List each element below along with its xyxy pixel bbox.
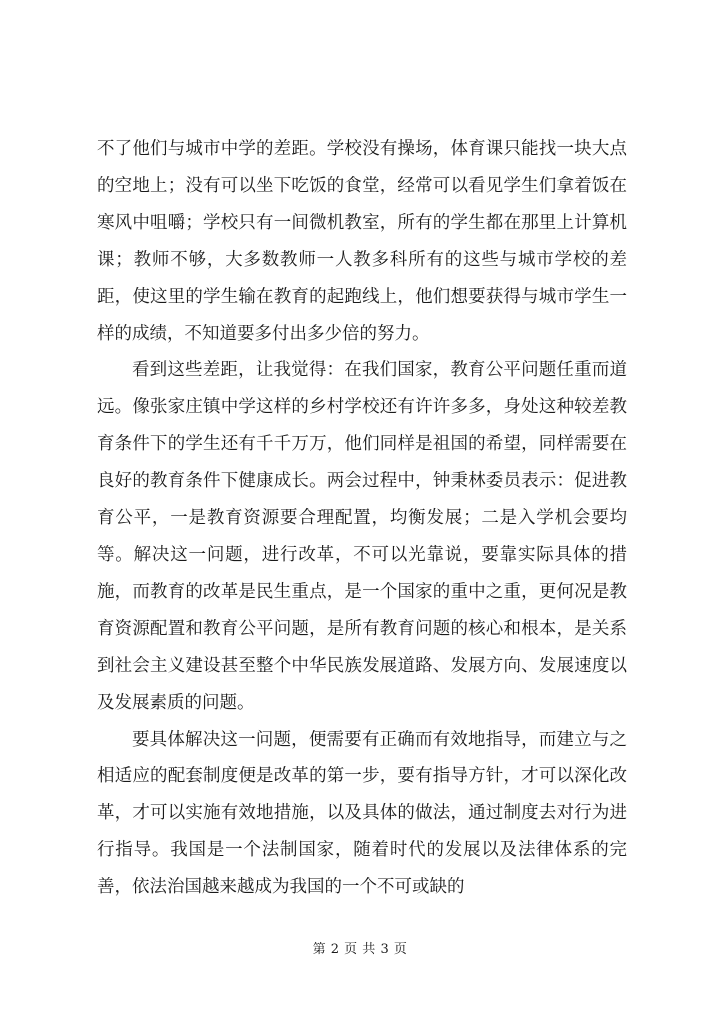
paragraph-3: 要具体解决这一问题，便需要有正确而有效地指导，而建立与之相适应的配套制度便是改革的第一步，要有指导方针，才可以深化改革，才可以实施有效地措施，以及具体的做法，通过制度去对行为进行指导。我国是一个法制国家，随着时代的发展以及法律体系的完善，依法治国越来越成为我国的一个不可或缺的 xyxy=(97,729,627,898)
page-number-label: 第 2 页 共 3 页 xyxy=(312,942,408,957)
paragraph-2: 看到这些差距，让我觉得：在我们国家，教育公平问题任重而道远。像张家庄镇中学这样的乡村学校还有许许多多，身处这种较差教育条件下的学生还有千千万万，他们同样是祖国的希望，同样需要在良好的教育条件下健康成长。两会过程中，钟秉林委员表示：促进教育公平，一是教育资源要合理配置，均衡发展；二是入学机会要均等。解决这一问题，进行改革，不可以光靠说，要靠实际具体的措施，而教育的改革是民生重点，是一个国家的重中之重，更何况是教育资源配置和教育公平问题，是所有教育问题的核心和根本，是关系到社会主义建设甚至整个中华民族发展道路、发展方向、发展速度以及发展素质的问题。 xyxy=(97,360,627,713)
page-footer xyxy=(0,938,720,957)
paragraph-1: 不了他们与城市中学的差距。学校没有操场，体育课只能找一块大点的空地上；没有可以坐下吃饭的食堂，经常可以看见学生们拿着饭在寒风中咀嚼；学校只有一间微机教室，所有的学生都在那里上计算机课；教师不够，大多数教师一人教多科所有的这些与城市学校的差距，使这里的学生输在教育的起跑线上，他们想要获得与城市学生一样的成绩，不知道要多付出多少倍的努力。 xyxy=(97,139,627,344)
body-text xyxy=(97,131,627,906)
